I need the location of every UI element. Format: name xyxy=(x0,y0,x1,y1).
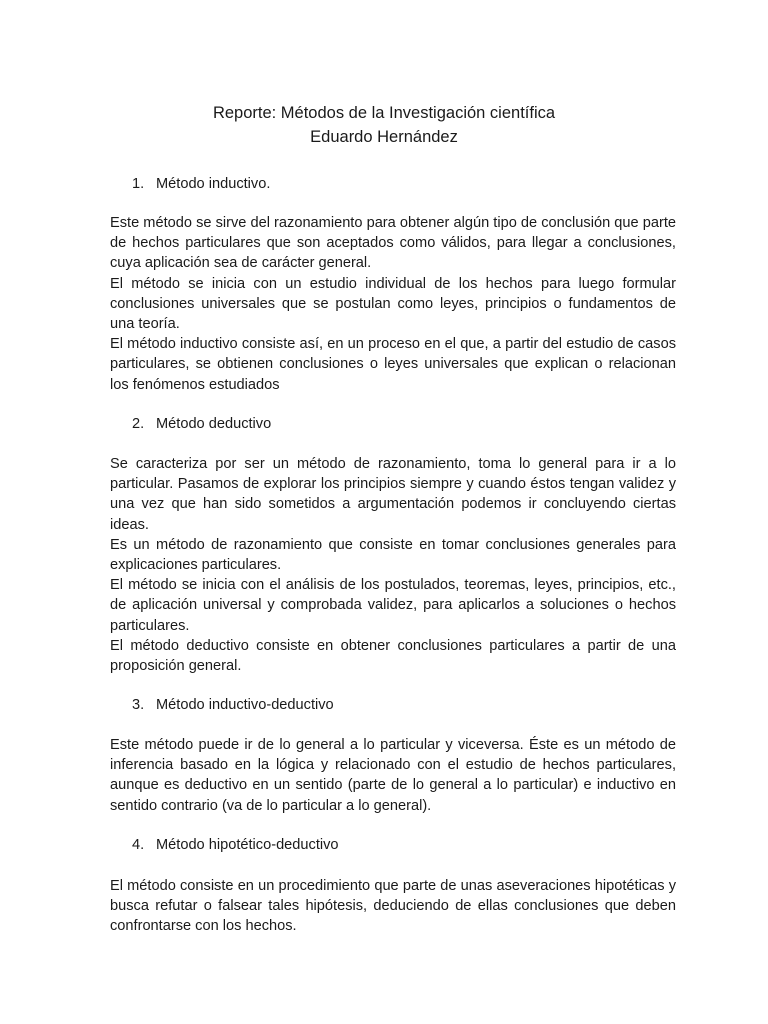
section-number: 1. xyxy=(132,176,145,192)
section-body xyxy=(110,454,676,676)
section-title: Método deductivo xyxy=(156,416,272,432)
paragraph: El método se inicia con el análisis de los postulados, teoremas, leyes, principios, etc., de aplicación universal y comprobada validez, para aplicarlos a soluciones o hechos particulares. xyxy=(110,577,676,634)
section-number: 4. xyxy=(132,837,145,853)
paragraph: El método inductivo consiste así, en un proceso en el que, a partir del estudio de casos particulares, se obtienen conclusiones o leyes universales que explican o relacionan los fenómenos estudiados xyxy=(110,336,676,393)
section-title: Método hipotético-deductivo xyxy=(156,837,339,853)
section-body xyxy=(110,213,676,395)
section-heading xyxy=(132,835,339,855)
section-heading xyxy=(132,174,270,194)
section-number: 3. xyxy=(132,697,145,713)
paragraph: El método deductivo consiste en obtener conclusiones particulares a partir de una proposición general. xyxy=(110,637,676,675)
section-heading xyxy=(132,414,271,434)
paragraph: Este método se sirve del razonamiento para obtener algún tipo de conclusión que parte de hechos particulares que son aceptados como válidos, para llegar a conclusiones, cuya aplicación sea de carácter general. xyxy=(110,215,676,272)
paragraph: Es un método de razonamiento que consiste en tomar conclusiones generales para explicaciones particulares. xyxy=(110,536,676,574)
section-heading xyxy=(132,695,334,715)
section-body xyxy=(110,876,676,937)
section-number: 2. xyxy=(132,416,145,432)
section-title: Método inductivo. xyxy=(156,176,271,192)
paragraph: Este método puede ir de lo general a lo particular y viceversa. Éste es un método de inferencia basado en la lógica y relacionado con el estudio de hechos particulares, aunque es deductivo en un sentido (parte de lo general a lo particular) e inductivo en sentido contrario (va de lo particular a lo general). xyxy=(110,737,676,814)
paragraph: El método consiste en un procedimiento que parte de unas aseveraciones hipotéticas y busca refutar o falsear tales hipótesis, deduciendo de ellas conclusiones que deben confrontarse con los hechos. xyxy=(110,878,676,935)
paragraph: Se caracteriza por ser un método de razonamiento, toma lo general para ir a lo particular. Pasamos de explorar los principios siempre y cuando éstos tengan validez y una vez que han sido sometidos a argumentación podemos ir concluyendo ciertas ideas. xyxy=(110,456,676,533)
section-body xyxy=(110,735,676,816)
paragraph: El método se inicia con un estudio individual de los hechos para luego formular conclusiones universales que se postulan como leyes, principios o fundamentos de una teoría. xyxy=(110,275,676,333)
title-block xyxy=(0,101,768,149)
document-author: Eduardo Hernández xyxy=(310,128,458,146)
document-title: Reporte: Métodos de la Investigación científica xyxy=(212,104,556,122)
section-title: Método inductivo-deductivo xyxy=(156,697,334,713)
